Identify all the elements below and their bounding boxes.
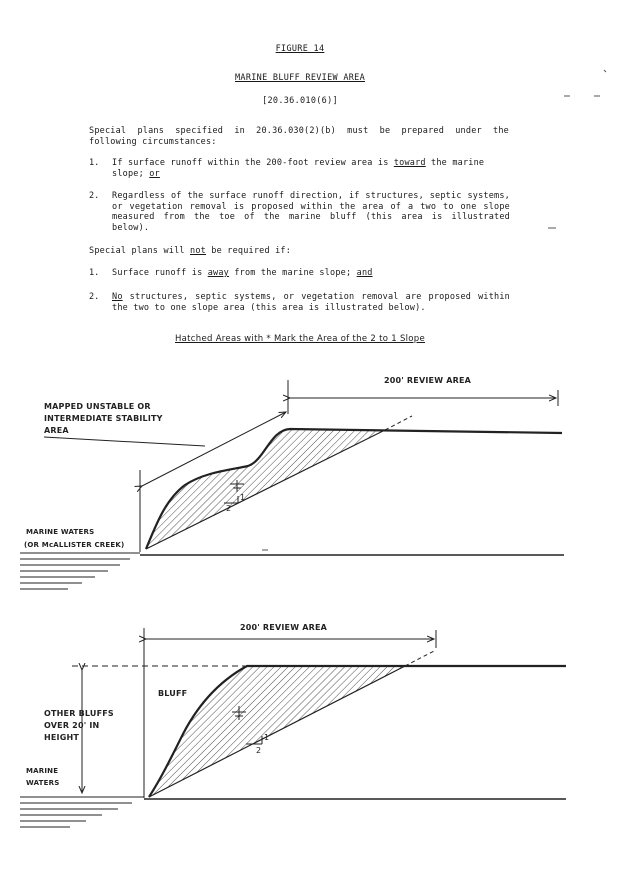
d1-review-area-label: 200' REVIEW AREA (384, 376, 472, 385)
d2-height-label-line-1: OTHER BLUFFS (44, 709, 114, 718)
figure-number: FIGURE 14 (275, 44, 325, 54)
exemption-1-key: away (207, 268, 229, 278)
circumstance-1-post: the marine slope; (112, 158, 485, 179)
circumstance-1-pre: If surface runoff within the 200-foot review area is (112, 158, 394, 168)
circumstance-2-number: 2. (89, 191, 100, 201)
circumstance-1-key: toward (393, 158, 426, 168)
not-required-post: be required if: (205, 246, 292, 256)
exemption-1-post: from the marine slope; (229, 268, 357, 278)
d1-mapped-leader (44, 437, 205, 446)
d2-height-label-line-2: OVER 20' IN (44, 721, 100, 730)
not-required-pre: Special plans will (89, 246, 191, 256)
exemption-1-pre: Surface runoff is (112, 268, 208, 278)
circumstance-1-number: 1. (89, 158, 100, 168)
scan-specks (262, 70, 606, 550)
not-required-key: not (190, 246, 206, 256)
exemption-2-post: structures, septic systems, or vegetation removal are proposed within the two to one slope area (this area is illustrated below). (112, 292, 510, 313)
d2-slope-dashed (405, 651, 434, 666)
hatch-caption: Hatched Areas with * Mark the Area of the 2 to 1 Slope (174, 334, 426, 344)
d1-water-label-line-2: (OR McALLISTER CREEK) (24, 541, 125, 549)
d1-mapped-label-line-1: MAPPED UNSTABLE OR (44, 402, 151, 411)
d1-water-label-line-1: MARINE WATERS (26, 528, 95, 536)
d2-bluff-label: BLUFF (158, 689, 188, 698)
diagram-2 (20, 628, 566, 827)
code-reference: [20.36.010(6)] (262, 96, 338, 106)
exemption-1-number: 1. (89, 268, 100, 278)
d2-water-label-line-2: WATERS (26, 779, 60, 787)
d1-slope-dashed (385, 416, 412, 430)
d2-water-label-line-1: MARINE (26, 767, 59, 775)
exemption-2-number: 2. (89, 292, 100, 302)
d2-review-area-label: 200' REVIEW AREA (240, 623, 328, 632)
d2-slope-1: 1 (264, 733, 270, 742)
d1-mapped-label-line-2: INTERMEDIATE STABILITY (44, 414, 163, 423)
d1-mapped-label-line-3: AREA (44, 426, 69, 435)
exemption-1-tail: and (356, 268, 373, 278)
exemption-2-key: No (112, 292, 123, 302)
circumstance-2-text: Regardless of the surface runoff direction, if structures, septic systems, or vegetation removal is proposed within the area of a two to one slope measured from the toe of the marine bluff (this area is illustrated below). (112, 191, 510, 233)
intro-paragraph: Special plans specified in 20.36.030(2)(b) must be prepared under the following circumstances: (89, 126, 509, 147)
d2-slope-2: 2 (256, 746, 262, 755)
d1-slope-2: 2 (226, 504, 232, 513)
circumstance-1-tail: or (149, 168, 160, 179)
page-title: MARINE BLUFF REVIEW AREA (234, 73, 366, 83)
d1-slope-1: 1 (240, 493, 246, 502)
d2-height-label-line-3: HEIGHT (44, 733, 80, 742)
